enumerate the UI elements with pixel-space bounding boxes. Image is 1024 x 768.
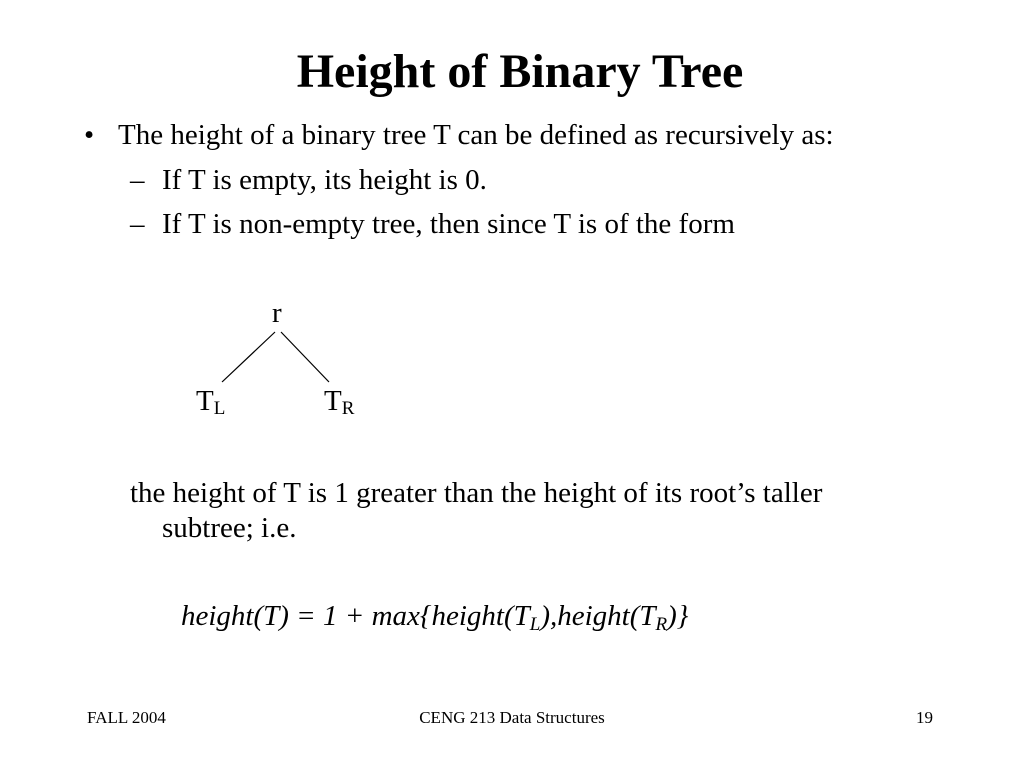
slide-title: Height of Binary Tree: [296, 45, 744, 98]
root-node-label: r: [272, 297, 282, 329]
formula-sub-l: L: [529, 614, 541, 635]
explanation-line-2: subtree; i.e.: [162, 512, 297, 544]
tree-diagram: [190, 296, 390, 436]
formula-part-2: ),height(T: [540, 600, 656, 632]
left-subtree-sub: L: [213, 398, 226, 419]
footer-term: FALL 2004: [87, 708, 166, 727]
explanation-line-1: the height of T is 1 greater than the height of its root’s taller: [130, 477, 823, 509]
height-formula: [181, 598, 688, 634]
footer-course: CENG 213 Data Structures: [419, 708, 605, 727]
right-edge: [281, 332, 329, 382]
dash-icon: –: [130, 208, 145, 240]
sub-item-nonempty: If T is non-empty tree, then since T is of the form: [162, 208, 735, 240]
footer-page-number: 19: [916, 708, 933, 727]
bullet-text: The height of a binary tree T can be defined as recursively as:: [118, 119, 834, 151]
left-edge: [222, 332, 275, 382]
sub-item-empty: If T is empty, its height is 0.: [162, 164, 487, 196]
right-subtree-base: T: [324, 385, 342, 417]
left-subtree-base: T: [196, 385, 214, 417]
dash-icon: –: [130, 164, 145, 196]
formula-sub-r: R: [655, 614, 668, 635]
formula-part-1: height(T) = 1 + max{height(T: [181, 600, 530, 632]
right-subtree-sub: R: [341, 398, 355, 419]
formula-part-3: )}: [667, 600, 689, 632]
bullet-icon: •: [84, 119, 95, 151]
right-subtree-label: [324, 384, 354, 418]
left-subtree-label: [196, 384, 225, 418]
